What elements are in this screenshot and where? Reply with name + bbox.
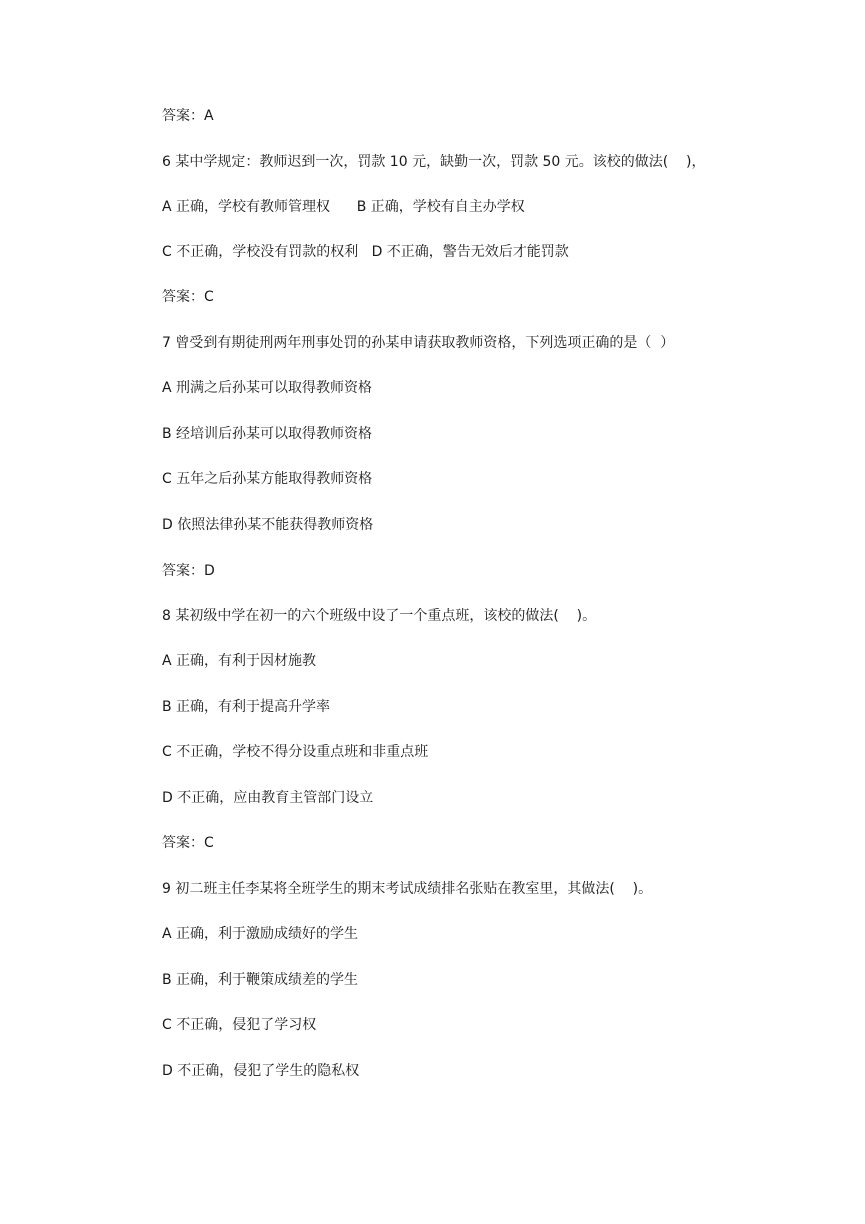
q9-option-b: B 正确，利于鞭策成绩差的学生 [162,972,359,988]
answer-line: 答案：D [162,563,215,579]
q9-option-d: D 不正确，侵犯了学生的隐私权 [162,1063,360,1079]
q7-option-a: A 刑满之后孙某可以取得教师资格 [162,380,373,396]
answer-line: 答案：A [162,108,214,124]
q8-option-c: C 不正确，学校不得分设重点班和非重点班 [162,744,429,760]
q7-option-b: B 经培训后孙某可以取得教师资格 [162,426,373,442]
q6-options-cd: C 不正确，学校没有罚款的权利 D 不正确，警告无效后才能罚款 [162,244,569,260]
question-8: 8 某初级中学在初一的六个班级中设了一个重点班，该校的做法( )。 [162,608,597,624]
answer-line: 答案：C [162,289,214,305]
question-6: 6 某中学规定：教师迟到一次，罚款 10 元，缺勤一次，罚款 50 元。该校的做法( )， [162,154,706,170]
q6-options-ab: A 正确，学校有教师管理权 B 正确，学校有自主办学权 [162,199,525,215]
q8-option-a: A 正确，有利于因材施教 [162,653,317,669]
q8-option-b: B 正确，有利于提高升学率 [162,699,331,715]
q8-option-d: D 不正确，应由教育主管部门设立 [162,790,374,806]
q7-option-d: D 依照法律孙某不能获得教师资格 [162,517,374,533]
answer-line: 答案：C [162,835,214,851]
question-7: 7 曾受到有期徒刑两年刑事处罚的孙某申请获取教师资格，下列选项正确的是（ ） [162,335,675,351]
q7-option-c: C 五年之后孙某方能取得教师资格 [162,471,373,487]
q9-option-c: C 不正确，侵犯了学习权 [162,1017,317,1033]
q9-option-a: A 正确，利于激励成绩好的学生 [162,926,359,942]
question-9: 9 初二班主任李某将全班学生的期末考试成绩排名张贴在教室里，其做法( )。 [162,881,653,897]
